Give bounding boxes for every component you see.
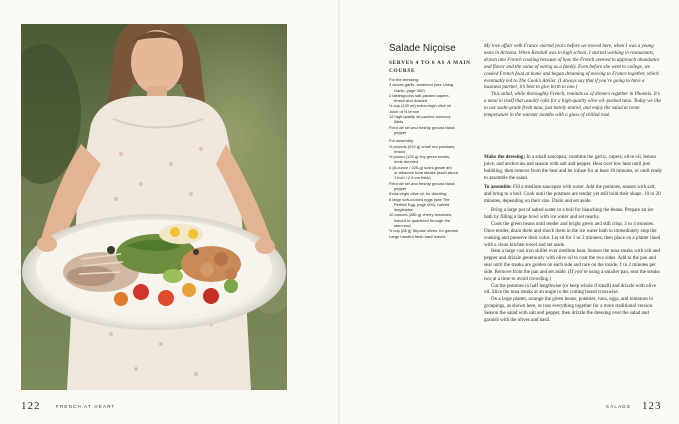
ingredients-column <box>389 60 477 239</box>
recipe-title: Salade Niçoise <box>389 43 456 54</box>
serves-line: SERVES 4 TO 6 AS A MAIN COURSE <box>389 60 471 74</box>
ingredient-line: ends trimmed <box>394 159 419 165</box>
headnote-paragraph: This salad, while thoroughly French, reminds us of dinners together in Phoenix. It’s a meal in itself that usually calls for a high-quality olive oil–packed tuna. Today we like to use sushi-grade fresh tuna, just barely seared, and enjoy the salad at room temperature in the warmer months with a glass of chilled rosé. <box>484 91 662 119</box>
ingredient-line: rinsed and drained <box>394 98 428 104</box>
method-paragraph <box>484 207 662 221</box>
ingredient-line: Garlic, page 000) <box>394 87 425 93</box>
assembly-list <box>389 144 477 239</box>
method-paragraph <box>484 154 662 181</box>
ingredient-line: lengthwise <box>394 207 413 213</box>
ingredient-line: 2 tablespoons salt-packed capers, <box>389 92 450 98</box>
ingredient-line: 12 high-quality oil-packed anchovy <box>389 114 451 120</box>
method-paragraph <box>484 248 662 282</box>
page-number-left: 122 <box>21 400 41 412</box>
ingredient-line: ½ pounds (510 g) small red potatoes, <box>389 143 456 149</box>
ingredient-line: 6 large soft-cooked eggs (see The <box>389 196 450 202</box>
dressing-list <box>389 82 477 135</box>
ingredient-line: ½ cup (120 ml) extra-virgin olive oil <box>389 103 452 109</box>
ingredient-line: Fleur de sel and freshly ground black <box>389 124 455 130</box>
ingredient-line: 3 cloves garlic, smashed (see Using <box>389 82 454 88</box>
ingredient-line: Perfect Egg, page 000), halved <box>394 201 450 207</box>
ingredient-line: pepper <box>394 129 407 135</box>
ingredient-line: rinsed <box>394 148 405 154</box>
method-step-text: Heat a large cast iron skillet over medium heat. Season the tuna steaks with salt and pepper and drizzle generously with olive oil to coat the two sides. Add to the pan and sear until the steaks are golden on each side and rare on the inside, 1 to 2 minutes per side. Remove from the pan and set aside. (If you’re using a smaller pan, sear the steaks two at a time to avoid crowding.) <box>484 248 660 282</box>
method-step-text: Fill a medium saucepan with water. Add the potatoes, season with salt, and bring to a boil. Cook until the potatoes are tender yet still hold their shape, 10 to 20 minutes, depending on their size. Drain and set aside. <box>484 184 661 205</box>
method-step-text: Bring a large pot of salted water to a boil for blanching the beans. Prepare an ice bath by filling a large bowl with ice water and set nearby. <box>484 207 654 221</box>
method-paragraph <box>484 283 662 297</box>
method-step-text: Cut the potatoes in half lengthwise (or keep whole if small) and drizzle with olive oil. Slice the tuna steaks at an angle to the cutting board crosswise. <box>484 282 657 296</box>
photo-illustration <box>21 24 287 390</box>
running-head-left: FRENCH AT HEART <box>56 404 116 409</box>
method-step-text: In a small saucepan, combine the garlic, capers, olive oil, lemon juice, and anchovies and season with salt and pepper. Heat over low heat until just bubbling, then remove from the heat and let infuse for at least 10 minutes, or until ready to assemble the salad. <box>484 154 662 181</box>
ingredient-line: stem end <box>394 223 411 229</box>
method-step-text: Cook the green beans until tender and bright green and still crisp, 3 to 4 minutes. Once tender, drain them and shock them in the ice water bath to immediately stop the cooking and preserve their color. Let sit for 1 or 2 minutes, then place on a platter lined with a clean kitchen towel and set aside. <box>484 220 661 248</box>
headnote <box>484 43 662 119</box>
headnote-paragraph: My love affair with France started years before we moved here, when I was a young mom in Arizona. When Kendall was in high school, I started working in restaurants, drawn into French cooking because of how the French seemed to approach abundance and flavor and the value of eating as a family. Even before she went to college, we cooked French food at home and began dreaming of moving to France together, which eventually led to The Cook’s Atelier. (I always say that if you’re going to have a business partner, it’s best to give birth to one.) <box>484 43 660 91</box>
method-step-text: On a large platter, arrange the green beans, potatoes, tuna, eggs, and tomatoes in groupings, as shown here, or toss everything together for a more traditional version. Season the salad with salt and pepper, then drizzle the dressing over the salad and garnish with the olives and basil. <box>484 296 654 323</box>
ingredient-line: Juice of ½ lemon <box>389 108 420 114</box>
ingredient-line: Large handful fresh basil leaves <box>389 233 446 239</box>
gutter <box>338 0 340 424</box>
method-paragraph <box>484 184 662 205</box>
page-number-right: 123 <box>642 400 662 412</box>
ingredient-line: 4 (8-ounce / 225-g) sushi-grade ahi <box>389 164 452 170</box>
method-step-lead: To assemble: <box>484 184 512 191</box>
assembly-heading: For assembly: <box>389 138 415 144</box>
ingredient-line: or albacore tuna steaks (each about <box>394 170 458 176</box>
dressing-heading: For the dressing: <box>389 77 420 82</box>
ingredient-line: Extra-virgin olive oil, for drizzling <box>389 191 447 197</box>
ingredient-line: fillets <box>394 119 404 125</box>
ingredient-line: 1 inch / 2.5 cm thick) <box>394 175 431 181</box>
ingredient-line: ½ pound (125 g) tiny green beans, <box>389 154 451 160</box>
salad-photo <box>21 24 287 390</box>
method-text <box>484 154 662 324</box>
method-paragraph <box>484 296 662 323</box>
ingredient-line: 10 ounces (285 g) cherry tomatoes, <box>389 212 453 218</box>
method-paragraph <box>484 221 662 248</box>
ingredient-line: Fleur de sel and freshly ground black <box>389 180 455 186</box>
method-step-lead: Make the dressing: <box>484 154 526 160</box>
ingredient-line: ½ cup (85 g) Niçoise olives, for garnish <box>389 228 459 234</box>
ingredient-line: halved or quartered through the <box>394 217 451 223</box>
running-head-right: SALADS <box>606 404 631 409</box>
ingredient-line: pepper <box>394 185 407 191</box>
